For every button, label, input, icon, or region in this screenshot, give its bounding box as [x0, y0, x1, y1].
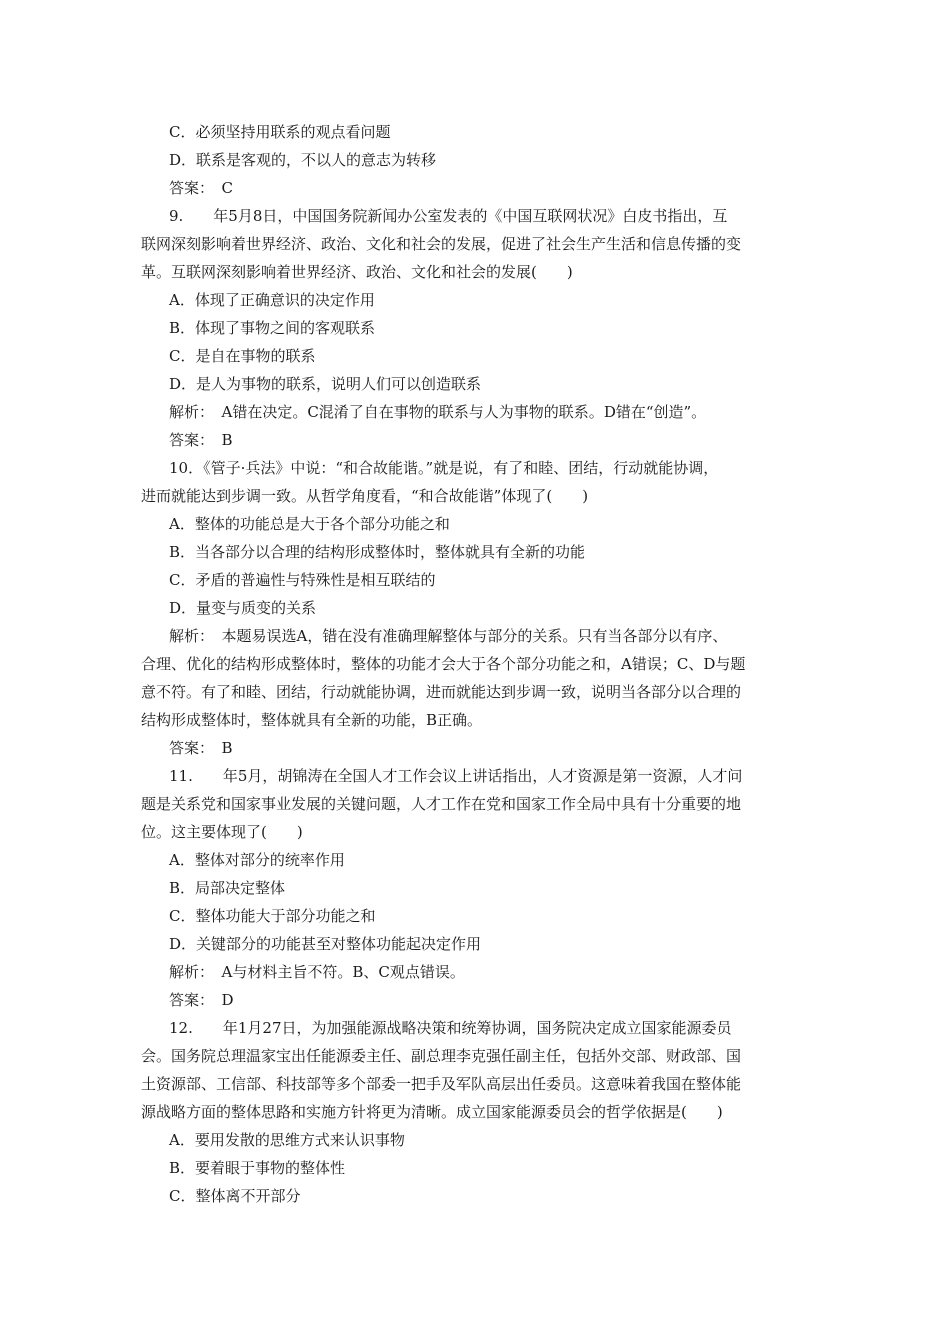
option-line: C．整体离不开部分 — [169, 1187, 301, 1205]
question-line: 9. 年5月8日，中国国务院新闻办公室发表的《中国互联网状况》白皮书指出，互 — [169, 207, 728, 225]
answer-line: 答案： C — [169, 179, 233, 197]
option-line: A．体现了正确意识的决定作用 — [169, 291, 375, 309]
question-line: 位。这主要体现了( ) — [141, 823, 303, 841]
option-line: A．整体的功能总是大于各个部分功能之和 — [169, 515, 450, 533]
option-line: D．关键部分的功能甚至对整体功能起决定作用 — [169, 935, 482, 953]
option-line: A．要用发散的思维方式来认识事物 — [169, 1131, 405, 1149]
option-line: B．局部决定整体 — [169, 879, 286, 897]
answer-line: 答案： B — [169, 431, 233, 449]
option-line: C．是自在事物的联系 — [169, 347, 316, 365]
analysis-line: 解析： A与材料主旨不符。B、C观点错误。 — [169, 963, 465, 981]
question-line: 联网深刻影响着世界经济、政治、文化和社会的发展，促进了社会生产生活和信息传播的变 — [141, 235, 742, 253]
option-line: D．量变与质变的关系 — [169, 599, 317, 617]
analysis-line: 合理、优化的结构形成整体时，整体的功能才会大于各个部分功能之和，A错误；C、D与题 — [141, 655, 746, 673]
question-line: 源战略方面的整体思路和实施方针将更为清晰。成立国家能源委员会的哲学依据是( ) — [141, 1103, 723, 1121]
question-line: 11. 年5月，胡锦涛在全国人才工作会议上讲话指出，人才资源是第一资源，人才问 — [169, 767, 743, 785]
option-line: D．是人为事物的联系，说明人们可以创造联系 — [169, 375, 482, 393]
question-line: 土资源部、工信部、科技部等多个部委一把手及军队高层出任委员。这意味着我国在整体能 — [141, 1075, 742, 1093]
question-line: 12. 年1月27日，为加强能源战略决策和统筹协调，国务院决定成立国家能源委员 — [169, 1019, 732, 1037]
option-line: C．矛盾的普遍性与特殊性是相互联结的 — [169, 571, 436, 589]
analysis-line: 解析： 本题易误选A，错在没有准确理解整体与部分的关系。只有当各部分以有序、 — [169, 627, 728, 645]
question-line: 10．《管子·兵法》中说：“和合故能谐。”就是说，有了和睦、团结，行动就能协调， — [169, 459, 719, 477]
question-line: 题是关系党和国家事业发展的关键问题，人才工作在党和国家工作全局中具有十分重要的地 — [141, 795, 742, 813]
answer-line: 答案： D — [169, 991, 234, 1009]
analysis-line: 结构形成整体时，整体就具有全新的功能，B正确。 — [141, 711, 483, 729]
option-line: B．体现了事物之间的客观联系 — [169, 319, 376, 337]
question-line: 革。互联网深刻影响着世界经济、政治、文化和社会的发展( ) — [141, 263, 573, 281]
option-line: C．整体功能大于部分功能之和 — [169, 907, 376, 925]
analysis-line: 解析： A错在决定。C混淆了自在事物的联系与人为事物的联系。D错在“创造”。 — [169, 403, 707, 421]
answer-line: 答案： B — [169, 739, 233, 757]
option-line: C．必须坚持用联系的观点看问题 — [169, 123, 391, 141]
option-line: A．整体对部分的统率作用 — [169, 851, 345, 869]
question-line: 进而就能达到步调一致。从哲学角度看，“和合故能谐”体现了( ) — [141, 487, 589, 505]
option-line: D．联系是客观的，不以人的意志为转移 — [169, 151, 437, 169]
analysis-line: 意不符。有了和睦、团结，行动就能协调，进而就能达到步调一致，说明当各部分以合理的 — [141, 683, 742, 701]
option-line: B．当各部分以合理的结构形成整体时，整体就具有全新的功能 — [169, 543, 586, 561]
question-line: 会。国务院总理温家宝出任能源委主任、副总理李克强任副主任，包括外交部、财政部、国 — [141, 1047, 742, 1065]
option-line: B．要着眼于事物的整体性 — [169, 1159, 346, 1177]
